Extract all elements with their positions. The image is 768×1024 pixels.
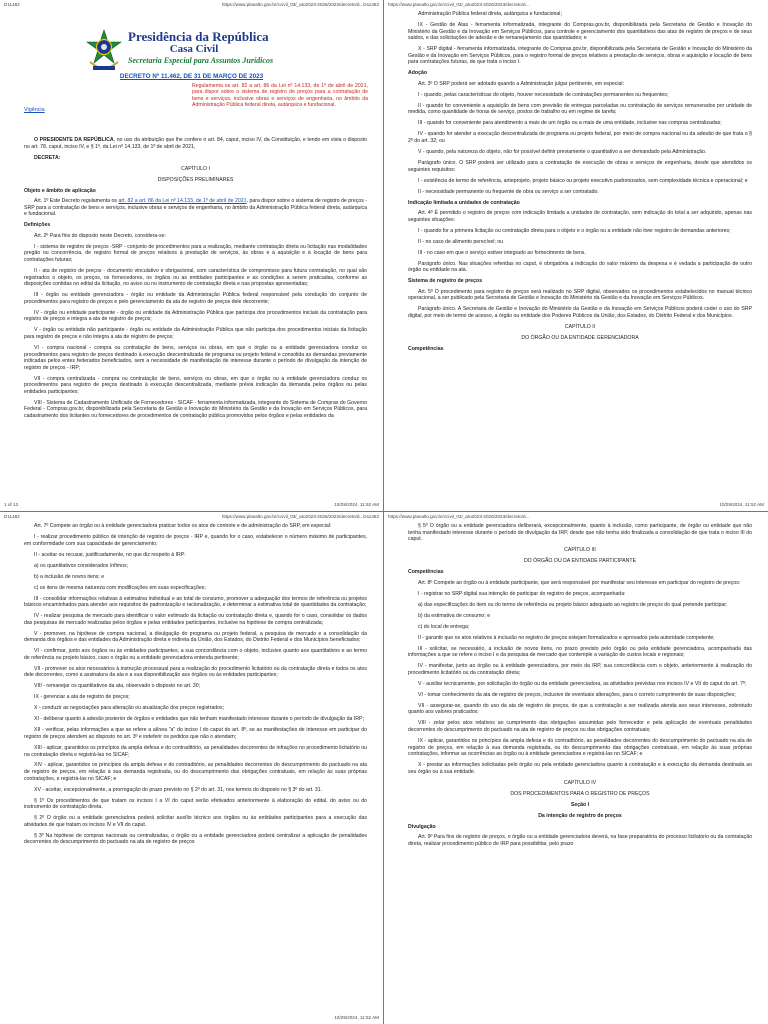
paragraph: II - necessidade permanente ou frequente de obra ou serviço a ser contratado.	[418, 188, 599, 195]
paragraph: IX - Gestão de Atas - ferramenta informatizada, integrante do Compras.gov.br, disponibilizada pela Secretaria de Gestão e Inovação do Ministério da Gestão e da Inovação em Serviços Públicos, para controle e gerenciamento dos quantitativos das atas de registro de preços e de seus saldos, e das solicitações de adesão e de remanejamento das quantidades; e	[408, 21, 752, 42]
print-timestamp: 10/29/2024, 11:52 AM	[334, 1015, 379, 1020]
paragraph: I - realizar procedimento público de intenção de registro de preços - IRP e, quando for o caso, estabelecer o número máximo de participantes, em conformidade com sua capacidade de gerenciamento;	[24, 533, 367, 547]
paragraph: V - auxiliar tecnicamente, por solicitação do órgão ou da entidade gerenciadora, as atividades previstas nos incisos IV e VII do caput do art. 7º;	[418, 680, 747, 687]
paragraph: b) da estimativa de consumo; e	[418, 612, 491, 619]
section-title: Da intenção de registro de preços	[538, 812, 622, 819]
paragraph: II - ata de registro de preços - documento vinculativo e obrigacional, com característica de compromisso para futura contratação, no qual são registrados o objeto, os preços, os fornecedores, os órgãos ou as entidades participantes e as condições a serem praticadas, conforme as disposições contidas no edital da licitação, no aviso ou no instrumento de contratação direta e nas propostas apresentadas;	[24, 268, 367, 288]
section-heading: Competências	[408, 345, 444, 352]
paragraph: VI - compra nacional - compra ou contratação de bens, serviços ou obras, em que o órgão ou a entidade gerenciadora conduz os procedimentos para registro de preços destinado à execução descentralizada de programa ou projeto federal e consolida as demandas previamente indicadas pelos entes federados beneficiados, sem a necessidade de manifestação de interesse durante o período de divulgação da intenção de registro de preços - IRP;	[24, 344, 367, 371]
paragraph: III - consolidar informações relativas à estimativa individual e ao total de consumo, promover a adequação dos termos de referência ou projetos básicos encaminhados para atender aos requisitos de padronização e racionalização, e determinar a estimativa total de quantidades da contratação;	[24, 595, 367, 609]
paragraph: § 2º O órgão ou a entidade gerenciadora poderá solicitar auxílio técnico aos órgãos ou às entidades participantes para a execução das atividades de que tratam os incisos IV e VII do caput.	[24, 815, 367, 828]
print-url: https://www.planalto.gov.br/ccivil_03/_ato2023-2026/2023/decreto/d...	[388, 514, 530, 519]
paragraph: I - sistema de registro de preços -SRP - conjunto de procedimentos para a realização, mediante contratação direta ou licitação nas modalidades pregão ou concorrência, de registro formal de preços relativos à prestação de serviços, às obras e à aquisição e à locação de bens para contratações futuras;	[24, 243, 367, 264]
section-heading: Competências	[408, 569, 444, 576]
page-1	[0, 0, 384, 512]
paragraph: Parágrafo único. Nas situações referidas no caput, é obrigatória a indicação do valor máximo da despesa e é vedada a participação de outro órgão ou entidade na ata.	[408, 260, 752, 274]
print-footer	[388, 1015, 764, 1023]
print-timestamp: 10/29/2024, 11:52 AM	[334, 502, 379, 507]
paragraph: IV - órgão ou entidade participante - órgão ou entidade da Administração Pública que participa dos procedimentos iniciais da contratação para registro de preços e integra a ata de registro de preços;	[24, 309, 367, 323]
art-1-text-b: , para dispor sobre o sistema de registro de preços - SRP para a contratação de bens e serviços, inclusive obras e serviços de engenharia, no âmbito da Administração Pública federal direta, autárquica e fundacional.	[24, 198, 367, 218]
paragraph: Art. 5º O procedimento para registro de preços será realizado no SRP digital, observados os procedimentos estabelecidos no manual técnico operacional, a ser publicado pela Secretaria de Gestão e Inovação do Ministério da Gestão e da Inovação em Serviços Públicos.	[408, 288, 752, 302]
paragraph: I - registrar no SRP digital sua intenção de participar do registro de preços, acompanhada:	[418, 590, 626, 597]
decreta-label: DECRETA:	[34, 154, 61, 161]
header-secretaria: Secretaria Especial para Assuntos Jurídicos	[128, 56, 274, 65]
preamble-rest: , no uso da atribuição que lhe confere o art. 84, caput, inciso IV, da Constituição, e tendo em vista o disposto no art. 78, caput, inciso IV, e § 1º, da Lei nº 14.133, de 1º de abril de 2021,	[24, 137, 367, 150]
paragraph: II - quando for conveniente a aquisição de bens com previsão de entregas parceladas ou contratação de serviços remunerados por unidade de medida, como quantidade de horas de serviço, postos de trabalho ou em regime de tarefa;	[408, 102, 752, 116]
print-footer	[4, 1015, 379, 1023]
paragraph: V - quando, pela natureza do objeto, não for possível definir previamente o quantitativo a ser demandado pela Administração.	[418, 149, 707, 156]
paragraph: Art. 9º Para fins de registro de preços, o órgão ou a entidade gerenciadora deverá, na fase preparatória do processo licitatório ou da contratação direta, realizar procedimento público de IRP para possibilitar, pelo prazo	[408, 834, 752, 847]
print-url: https://www.planalto.gov.br/ccivil_03/_ato2023-2026/2023/decreto/d...D11462	[221, 514, 379, 519]
paragraph: X - conduzir as negociações para alteração ou atualização dos preços registrados;	[34, 705, 225, 712]
paragraph: I - quando for a primeira licitação ou contratação direta para o objeto e o órgão ou a entidade não tiver registro de demandas anteriores;	[418, 227, 731, 234]
preamble	[24, 137, 367, 424]
section-heading: Sistema de registro de preços	[408, 278, 483, 285]
paragraph: VI - confirmar, junto aos órgãos ou às entidades participantes, a sua concordância com o objeto, inclusive quanto aos quantitativos e ao termo de referência ou projeto básico, caso o órgão ou a entidade gerenciadora entenda pertinente;	[24, 648, 367, 661]
paragraph: Art. 8º Compete ao órgão ou à entidade participante, que será responsável por manifestar seu interesse em participar do registro de preços:	[418, 579, 741, 586]
chapter-heading: CAPÍTULO II	[564, 324, 596, 331]
preamble-paragraph	[24, 137, 367, 150]
section-heading: Divulgação	[408, 823, 436, 830]
header-presidencia: Presidência da República	[128, 29, 269, 44]
paragraph: Art. 3º O SRP poderá ser adotado quando a Administração julgar pertinente, em especial:	[418, 80, 624, 87]
chapter-heading: CAPÍTULO III	[564, 547, 596, 554]
page-count: 1 of 13	[4, 502, 19, 507]
decree-title-link[interactable]: DECRETO Nº 11.462, DE 31 DE MARÇO DE 2023	[119, 73, 264, 80]
page-4	[384, 512, 768, 1024]
paragraph: IV - manifestar, junto ao órgão ou à entidade gerenciadora, por meio da IRP, sua concordância com o objeto, anteriormente à realização do procedimento licitatório ou da contratação direta;	[408, 663, 752, 676]
paragraph: a) os quantitativos considerados ínfimos;	[34, 562, 129, 569]
paragraph: XV - aceitar, excepcionalmente, a prorrogação do prazo previsto no § 2º do art. 31, nos termos do disposto no § 3º do art. 31.	[34, 786, 323, 793]
paragraph: § 3º Na hipótese de compras nacionais ou centralizadas, o órgão ou a entidade gerenciadora poderá centralizar a aplicação de penalidades decorrentes do descumprimento do pactuado na ata de registro de preços	[24, 832, 367, 846]
page-3-content	[24, 523, 367, 1014]
paragraph: Art. 7º Compete ao órgão ou à entidade gerenciadora praticar todos os atos de controle e de administração do SRP, em especial:	[34, 523, 332, 529]
paragraph: XIV - aplicar, garantidos os princípios da ampla defesa e do contraditório, as penalidades decorrentes do descumprimento do pactuado na ata de registro de preços, em relação à sua demanda registrada, ou do descumprimento das obrigações contratuais, em relação às suas próprias contratações, e registrá-las no SICAF; e	[24, 762, 367, 782]
paragraph: b) a inclusão de novos itens; e	[34, 573, 105, 580]
page-3	[0, 512, 384, 1024]
page-4-content	[408, 523, 752, 1014]
art-1-text-a: Art. 1º Este Decreto regulamenta os	[34, 198, 119, 205]
chapter-heading: DO ÓRGÃO OU DA ENTIDADE PARTICIPANTE	[523, 558, 637, 565]
paragraph: X - prestar as informações solicitadas pelo órgão ou pela entidade gerenciadora quanto à contratação e à execução da demanda destinada ao seu órgão ou à sua entidade.	[408, 762, 752, 775]
vigencia-link[interactable]: Vigência	[24, 107, 45, 113]
paragraph: XIII - aplicar, garantidos os princípios da ampla defesa e do contraditório, as penalidades decorrentes de infrações no procedimento licitatório ou na contratação direta e registrá-las no SICAF;	[24, 744, 367, 758]
paragraph: IX - aplicar, garantidos os princípios da ampla defesa e do contraditório, as penalidades decorrentes do descumprimento do pactuado na ata de registro de preços, em relação à sua demanda registrada, ou do descumprimento das obrigações contratuais, em relação às suas próprias contratações, informar as ocorrências ao órgão ou à entidade gerenciadora e registrá-las no SICAF; e	[408, 737, 752, 758]
section-heading: Indicação limitada a unidades de contratação	[408, 199, 520, 206]
decree-ementa: Regulamenta os art. 82 a art. 86 da Lei nº 14.133, de 1º de abril de 2021, para dispor sobre o sistema de registro de preços para a contratação de bens e serviços, inclusive obras e serviços de engenharia, no âmbito da Administração Pública federal direta, autárquica e fundacional.	[192, 83, 368, 109]
page-2-content	[408, 11, 752, 501]
doc-id: D11462	[4, 514, 20, 519]
paragraph: III - quando for conveniente para atendimento a mais de um órgão ou a mais de uma entidade, inclusive nas compras centralizadas;	[418, 120, 722, 127]
lei-14133-link[interactable]: art. 82 a art. 86 da Lei nº 14.133, de 1º de abril de 2021	[118, 198, 247, 205]
paragraph: Administração Pública federal direta, autárquica e fundacional;	[418, 11, 562, 17]
paragraph: VII - promover os atos necessários à instrução processual para a realização do procedimento licitatório ou da contratação direta e todos os atos dele decorrentes, como a assinatura da ata e a sua disponibilização aos órgãos ou às entidades participantes;	[24, 665, 367, 679]
paragraph: c) do local de entrega;	[418, 623, 470, 630]
paragraph: VIII - zelar pelos atos relativos ao cumprimento das obrigações assumidas pelo fornecedor e pela aplicação de eventuais penalidades decorrentes do descumprimento do pactuado na ata de registro de preços ou das obrigações contratuais;	[408, 720, 752, 733]
paragraph: § 5º O órgão ou a entidade gerenciadora deliberará, excepcionalmente, quanto à inclusão, como participante, de órgão ou entidade que não tenha manifestado interesse durante o período de divulgação da IRP, desde que não tenha sido finalizada a consolidação de que trata o inciso III do caput.	[408, 523, 752, 543]
paragraph: I - existência de termo de referência, anteprojeto, projeto básico ou projeto executivo padronizados, sem complexidade técnica e operacional; e	[418, 177, 748, 184]
paragraph: XI - deliberar quanto à adesão posterior de órgãos e entidades que não tenham manifestado interesse durante o período de divulgação da IRP;	[34, 716, 364, 723]
paragraph: XII - verificar, pelas informações a que se refere a alínea "a" do inciso I do caput do art. 8º, se as manifestações de interesse em participar do registro de preços atendem ao disposto no art. 3º e indeferir os pedidos que não o atendam;	[24, 727, 367, 740]
chapter-1-title: DISPOSIÇÕES PRELIMINARES	[157, 176, 234, 183]
chapter-1-heading: CAPÍTULO I	[181, 165, 210, 172]
paragraph: VI - tomar conhecimento da ata de registro de preços, inclusive de eventuais alterações, para o correto cumprimento de suas disposições;	[418, 691, 736, 698]
paragraph: Art. 4º É permitido o registro de preços com indicação limitada a unidades de contratação, sem indicação do total a ser adquirido, apenas nas seguintes situações:	[408, 210, 752, 223]
paragraph: II - no caso de alimento perecível; ou	[418, 238, 504, 245]
paragraph: V - promover, na hipótese de compra nacional, a divulgação do programa ou projeto federal, a pesquisa de mercado e a consolidação da demanda dos órgãos e das entidades da Administração direta e indireta da União, dos Estados, do Distrito Federal e dos Municípios beneficiados;	[24, 630, 367, 644]
header-casa-civil: Casa Civil	[169, 43, 219, 55]
section-title: Seção I	[570, 801, 590, 808]
paragraph: V - órgão ou entidade não participante - órgão ou entidade da Administração Pública que não participa dos procedimentos iniciais da licitação para registro de preços e não integra a ata de registro de preços;	[24, 327, 367, 340]
paragraph: a) das especificações do item ou do termo de referência ou projeto básico adequado ao registro de preços do qual pretende participar;	[418, 601, 728, 608]
print-url: https://www.planalto.gov.br/ccivil_03/_ato2023-2026/2023/decreto/d...	[388, 2, 530, 7]
paragraph: III - no caso em que o serviço estiver integrado ao fornecimento de bens.	[418, 249, 586, 256]
paragraph: III - solicitar, se necessário, a inclusão de novos itens, no prazo previsto pelo órgão ou pela entidade gerenciadora, acompanhada das informações a que se refere o inciso I e da pesquisa de mercado que contemple a variação de custos locais e regionais;	[408, 645, 752, 659]
paragraph: VIII - Sistema de Cadastramento Unificado de Fornecedores - SICAF - ferramenta informatizada, integrante do Sistema de Compras do Governo Federal - Compras.gov.br, disponibilizada pela Secretaria de Gestão e Inovação do Ministério da Gestão e da Inovação em Serviços Públicos, para cadastramento dos licitantes ou fornecedores de procedimentos de contratação pública promovidos pelos órgãos e pelas entidades da	[24, 399, 367, 420]
chapter-heading: DO ÓRGÃO OU DA ENTIDADE GERENCIADORA	[521, 335, 639, 341]
paragraph: Parágrafo único. O SRP poderá ser utilizado para a contratação de execução de obras e serviços de engenharia, desde que atendidos os seguintes requisitos:	[408, 160, 752, 173]
chapter-heading: DOS PROCEDIMENTOS PARA O REGISTRO DE PREÇOS	[510, 790, 650, 797]
page-2	[384, 0, 768, 512]
doc-id: D11462	[4, 2, 20, 7]
paragraph: IX - gerenciar a ata de registro de preços;	[34, 694, 130, 701]
paragraph: § 1º Os procedimentos de que tratam os incisos I a VI do caput serão efetivados anteriormente à elaboração do edital, do aviso ou do instrumento de contratação direta.	[24, 797, 367, 811]
paragraph: Parágrafo único. A Secretaria de Gestão e Inovação do Ministério da Gestão e da Inovação em Serviços Públicos poderá ceder o uso do SRP digital, por meio de termo de acesso, a órgão ou entidade dos Poderes Públicos da União, dos Estados, do Distrito Federal e dos Municípios.	[408, 306, 752, 320]
paragraph: VII - compra centralizada - compra ou contratação de bens, serviços ou obras, em que o órgão ou a entidade gerenciadora conduz os procedimentos para registro de preços destinado à execução descentralizada, mediante prévia indicação da demanda pelos órgãos ou pelas entidades participantes;	[24, 375, 367, 395]
art-1	[24, 198, 367, 218]
paragraph: II - aceitar ou recusar, justificadamente, no que diz respeito à IRP:	[34, 551, 186, 558]
paragraph: II - garantir que os atos relativos à inclusão no registro de preços estejam formalizados e aprovados pela autoridade competente;	[418, 634, 715, 641]
coat-of-arms-icon	[85, 28, 123, 74]
print-url: https://www.planalto.gov.br/ccivil_03/_ato2023-2026/2023/decreto/d...D11462	[221, 2, 379, 7]
chapter-heading: CAPÍTULO IV	[563, 779, 597, 786]
print-footer	[4, 502, 379, 510]
paragraph: I - quando, pelas características do objeto, houver necessidade de contratações permanentes ou frequentes;	[418, 91, 669, 98]
section-objeto: Objeto e âmbito de aplicação	[24, 187, 96, 194]
paragraph: X - SRP digital - ferramenta informatizada, integrante do Compras.gov.br, disponibilizada pela Secretaria de Gestão e Inovação do Ministério da Gestão e da Inovação em Serviços Públicos, para o registro formal de preços relativos a prestação de serviços, obras e aquisição e locação de bens para contratações futuras, de que trata o inciso I.	[408, 46, 752, 66]
section-heading: Adoção	[408, 70, 428, 77]
print-timestamp: 10/29/2024, 11:52 AM	[719, 502, 764, 507]
paragraph: IV - quando for atender a execução descentralizada de programa ou projeto federal, por meio de compra nacional ou da adesão de que trata o § 2º do art. 32; ou	[408, 131, 752, 145]
paragraph: VIII - remanejar os quantitativos da ata, observado o disposto no art. 30;	[34, 683, 201, 690]
page-1-paragraphs	[24, 233, 367, 420]
section-definicoes: Definições	[24, 222, 51, 229]
print-footer	[388, 502, 764, 510]
print-header	[0, 0, 383, 12]
paragraph: c) os itens de mesma natureza com modificações em suas especificações;	[34, 584, 206, 591]
paragraph: III - órgão ou entidade gerenciadora - órgão ou entidade da Administração Pública federal responsável pela condução do conjunto de procedimentos para registro de preços e pelo gerenciamento da ata de registro de preços dele decorrente;	[24, 292, 367, 305]
paragraph: VII - assegurar-se, quando do uso da ata de registro de preços, de que a contratação a ser realizada atenda aos seus interesses, sobretudo quanto aos valores praticados;	[408, 702, 752, 716]
decreta	[24, 155, 367, 162]
preamble-bold: O PRESIDENTE DA REPÚBLICA	[34, 137, 114, 143]
paragraph: IV - realizar pesquisa de mercado para identificar o valor estimado da licitação ou contratação direta e, quando for o caso, consolidar os dados das pesquisas de mercado realizadas pelos órgãos e pelas entidades participantes, inclusive na hipótese de compra centralizada;	[24, 613, 367, 626]
paragraph: Art. 2º Para fins do disposto neste Decreto, considera-se:	[34, 232, 166, 239]
